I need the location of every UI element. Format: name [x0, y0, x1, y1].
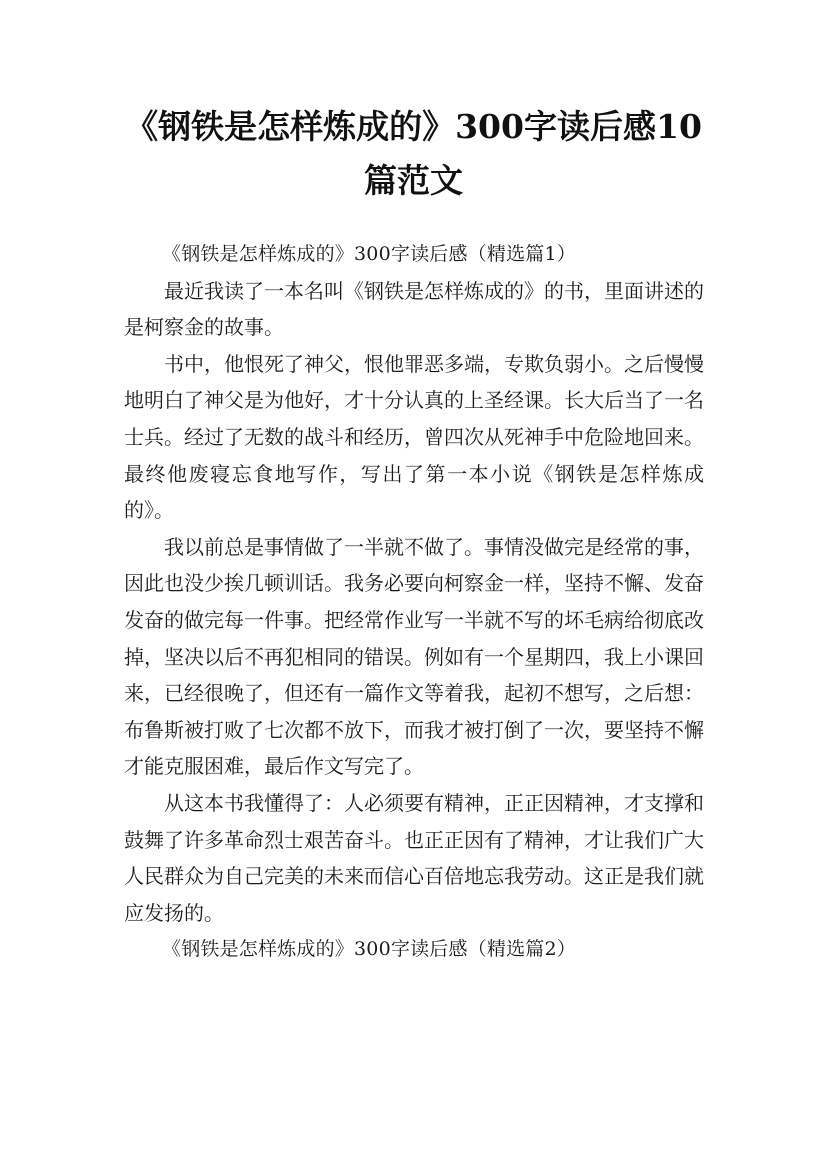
section-heading-2: 《钢铁是怎样炼成的》300字读后感（精选篇2） — [162, 938, 576, 961]
paragraph-3: 我以前总是事情做了一半就不做了。事情没做完是经常的事，因此也没少挨几顿训话。我务必要向柯察金一样，坚持不懈、发奋发奋的做完每一件事。把经常作业写一半就不写的坏毛病给彻底改掉，坚决以后不再犯相同的错误。例如有一个星期四，我上小课回来，已经很晚了，但还有一篇作文等着我，起初不想写，之后想：布鲁斯被打败了七次都不放下，而我才被打倒了一次，要坚持不懈才能克服困难，最后作文写完了。 — [124, 534, 704, 779]
paragraph-2: 书中，他恨死了神父，恨他罪恶多端，专欺负弱小。之后慢慢地明白了神父是为他好，才十分认真的上圣经课。长大后当了一名士兵。经过了无数的战斗和经历，曾四次从死神手中危险地回来。最终他废寝忘食地写作，写出了第一本小说《钢铁是怎样炼成的》。 — [124, 351, 704, 523]
section-heading-1: 《钢铁是怎样炼成的》300字读后感（精选篇1） — [162, 243, 576, 265]
document-title: 《钢铁是怎样炼成的》300字读后感10篇范文 — [125, 107, 702, 200]
paragraph-4: 从这本书我懂得了：人必须要有精神，正正因精神，才支撑和鼓舞了许多革命烈士艰苦奋斗。也正正因有了精神，才让我们广大人民群众为自己完美的未来而信心百倍地忘我劳动。这正是我们就应发扬的。 — [124, 790, 704, 925]
paragraph-1: 最近我读了一本名叫《钢铁是怎样炼成的》的书，里面讲述的是柯察金的故事。 — [124, 278, 704, 340]
document-body — [124, 236, 704, 968]
